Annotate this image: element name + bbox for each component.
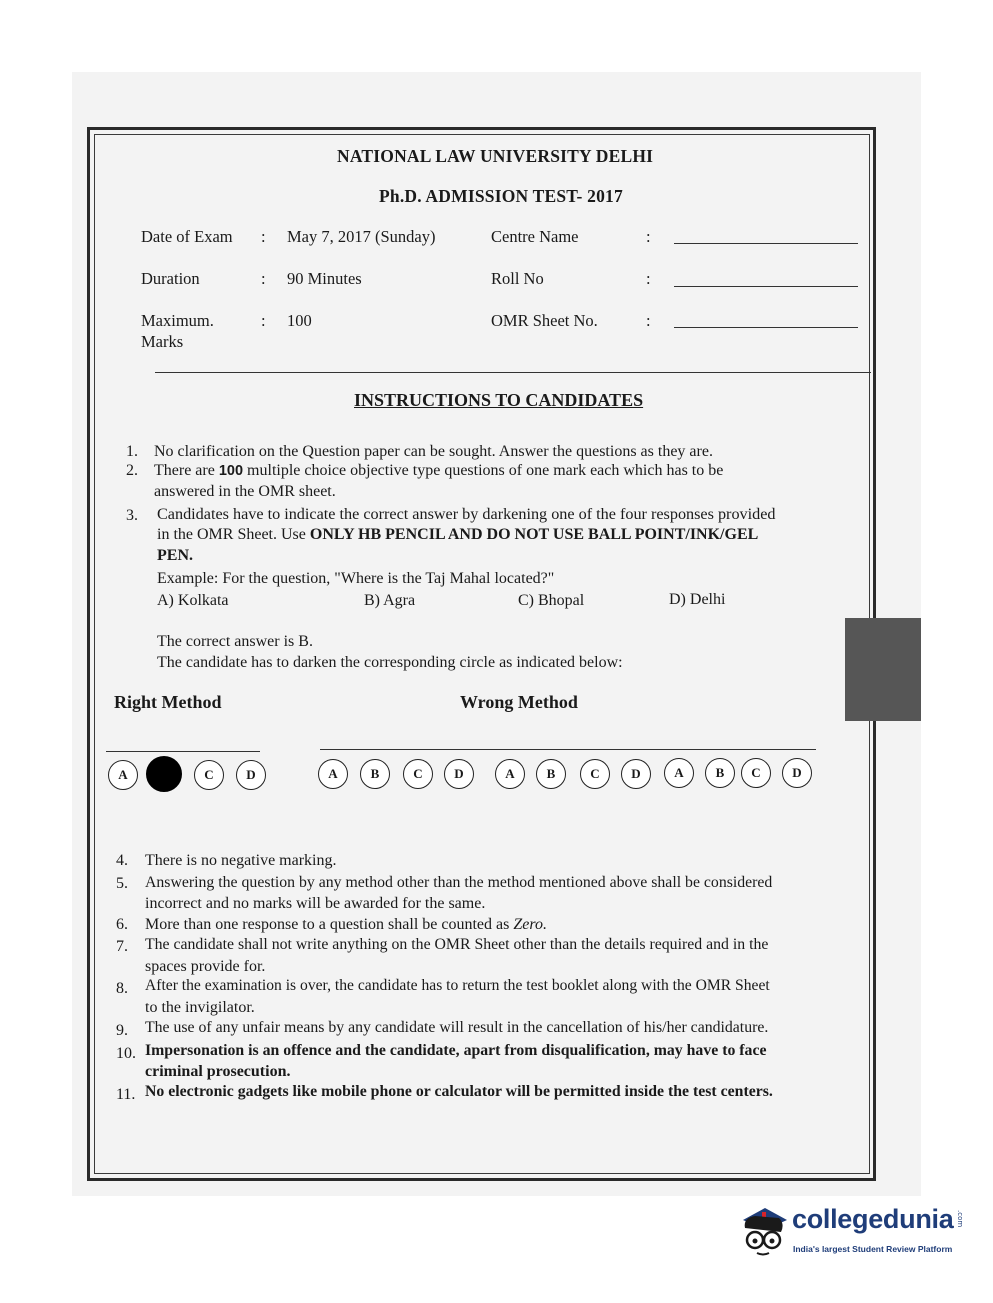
item-10-text-2: criminal prosecution. [145, 1063, 291, 1080]
omr-sheet-label: OMR Sheet No. [491, 311, 598, 330]
item-9-num: 9. [116, 1022, 128, 1039]
wrong2-bubble-a: A [495, 759, 525, 789]
right-method-underline [106, 751, 260, 752]
example-answer: The correct answer is B. [157, 633, 313, 650]
wrong-method-label: Wrong Method [460, 692, 578, 712]
brand-domain: .com [956, 1210, 964, 1228]
item-8-num: 8. [116, 980, 128, 997]
wrong1-bubble-c: C [403, 759, 433, 789]
item-3-text-3: PEN. [157, 547, 193, 564]
item-9-text: The use of any unfair means by any candidate will result in the cancellation of his/her candidature. [145, 1019, 769, 1036]
example-option-c: C) Bhopal [518, 592, 585, 609]
centre-name-sep: : [646, 227, 651, 246]
example-question: Example: For the question, "Where is the Taj Mahal located?" [157, 570, 555, 587]
item-1-text: No clarification on the Question paper can be sought. Answer the questions as they are. [154, 443, 713, 460]
item-2-text: There are 100 multiple choice objective type questions of one mark each which has to be [154, 462, 724, 479]
item-1-num: 1. [126, 443, 138, 460]
item-5-text: Answering the question by any method other than the method mentioned above shall be considered [145, 874, 773, 891]
instructions-heading: INSTRUCTIONS TO CANDIDATES [354, 390, 644, 410]
brand-tagline: India's largest Student Review Platform [793, 1244, 953, 1254]
right-bubble-d: D [236, 760, 266, 790]
right-bubble-b-filled [146, 756, 182, 792]
item-11-text: No electronic gadgets like mobile phone or calculator will be permitted inside the test centers. [145, 1083, 773, 1100]
right-bubble-c: C [194, 760, 224, 790]
wrong2-bubble-c: C [580, 759, 610, 789]
item-2-num: 2. [126, 462, 138, 479]
date-value: May 7, 2017 (Sunday) [287, 227, 436, 246]
wrong1-bubble-a: A [318, 759, 348, 789]
item-4-text: There is no negative marking. [145, 852, 337, 869]
example-option-a: A) Kolkata [157, 592, 229, 609]
item-4-num: 4. [116, 852, 128, 869]
duration-label: Duration [141, 269, 200, 288]
wrong3-bubble-a: A [664, 758, 694, 788]
item-2-text-2: answered in the OMR sheet. [154, 483, 336, 500]
date-label: Date of Exam [141, 227, 233, 246]
item-7-text: The candidate shall not write anything on the OMR Sheet other than the details required and in the [145, 936, 769, 953]
section-divider [155, 372, 871, 373]
omr-sheet-field[interactable] [674, 327, 858, 328]
item-10-text: Impersonation is an offence and the candidate, apart from disqualification, may have to face [145, 1042, 767, 1059]
item-5-num: 5. [116, 875, 128, 892]
collegedunia-logo[interactable] [735, 1196, 965, 1266]
item-6-text: More than one response to a question shall be counted as Zero. [145, 916, 547, 933]
item-8-text: After the examination is over, the candidate has to return the test booklet along with the OMR Sheet [145, 977, 770, 994]
item-7-num: 7. [116, 938, 128, 955]
duration-sep: : [261, 269, 266, 288]
wrong3-bubble-c: C [741, 758, 771, 788]
item-5-text-2: incorrect and no marks will be awarded for the same. [145, 895, 486, 912]
university-title: NATIONAL LAW UNIVERSITY DELHI [337, 146, 654, 166]
item-6-num: 6. [116, 916, 128, 933]
item-3-text: Candidates have to indicate the correct answer by darkening one of the four responses provided [157, 505, 776, 523]
wrong-method-underline [320, 749, 816, 750]
example-option-b: B) Agra [364, 592, 416, 609]
right-method-label: Right Method [114, 692, 222, 712]
item-3-text-2: in the OMR Sheet. Use ONLY HB PENCIL AND DO NOT USE BALL POINT/INK/GEL [157, 526, 759, 543]
wrong1-bubble-b: B [360, 759, 390, 789]
example-instruction: The candidate has to darken the corresponding circle as indicated below: [157, 654, 623, 671]
duration-value: 90 Minutes [287, 269, 362, 288]
roll-no-field[interactable] [674, 286, 858, 287]
max-marks-sep: : [261, 311, 266, 330]
test-title: Ph.D. ADMISSION TEST- 2017 [379, 186, 623, 206]
max-marks-label-2: Marks [141, 332, 184, 351]
wrong2-bubble-d: D [621, 759, 651, 789]
item-10-num: 10. [116, 1045, 136, 1062]
side-tab-marker [845, 618, 921, 721]
date-sep: : [261, 227, 266, 246]
wrong3-bubble-d: D [782, 758, 812, 788]
item-8-text-2: to the invigilator. [145, 999, 255, 1016]
item-11-num: 11. [116, 1086, 136, 1103]
omr-sheet-sep: : [646, 311, 651, 330]
example-option-d: D) Delhi [669, 591, 726, 608]
right-bubble-a: A [108, 760, 138, 790]
item-3-num: 3. [126, 507, 138, 524]
mascot-icon [735, 1198, 791, 1258]
max-marks-label: Maximum. [141, 311, 214, 330]
brand-name: collegedunia [792, 1204, 954, 1234]
centre-name-label: Centre Name [491, 227, 579, 246]
max-marks-value: 100 [287, 311, 312, 330]
wrong3-bubble-b: B [705, 758, 735, 788]
wrong1-bubble-d: D [444, 759, 474, 789]
wrong2-bubble-b: B [536, 759, 566, 789]
roll-no-sep: : [646, 269, 651, 288]
roll-no-label: Roll No [491, 269, 544, 288]
item-7-text-2: spaces provide for. [145, 958, 266, 975]
centre-name-field[interactable] [674, 243, 858, 244]
